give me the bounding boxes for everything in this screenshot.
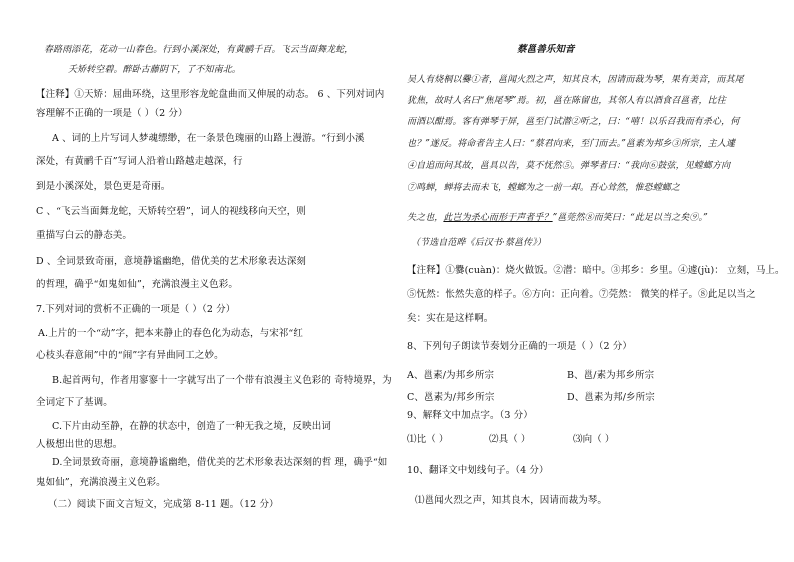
q8-option-c: C、邕素为/邦乡所宗	[407, 392, 495, 403]
passage-line-7-start: 失之也，	[407, 213, 444, 223]
poem-line-1: 春路雨添花，花动一山春色。行到小溪深处，有黄鹂千百。飞云当面舞龙蛇，	[44, 45, 354, 55]
passage-line-7-end: ”邕莞然⑧而笑曰：“此足以当之矣⑨。”	[552, 213, 708, 223]
q7-option-a-line2: 心枝头春意闹”中的“闹”字有异曲同工之妙。	[36, 350, 224, 361]
poem-line-2: 夭矫转空碧。醉卧古藤阴下，了不知南北。	[68, 65, 241, 75]
q7-option-a-line1: A.上片的一个“动”字，把本来静止的春色化为动态，与宋祁“红	[38, 328, 303, 339]
passage-title: 蔡邕善乐知音	[517, 44, 575, 55]
q6-option-c-line2: 重描写白云的静态美。	[36, 230, 133, 241]
passage-line-7	[407, 212, 708, 224]
underlined-sentence: 此岂为杀心而形于声者乎？	[443, 213, 553, 223]
q8-stem: 8、下列句子朗读节奏划分正确的一项是（ ）（2 分）	[407, 341, 632, 352]
q6-option-a-line3: 到是小溪深处，景色更是奇丽。	[36, 181, 171, 192]
passage-line-1: 吴人有烧桐以爨①者，邕闻火烈之声，知其良木，因请而裁为琴，果有美音，而其尾	[407, 75, 744, 85]
section-2-heading: （二）阅读下面文言短文，完成第 8-11 题。（12 分）	[48, 499, 279, 510]
q6-stem-cont: 容理解不正确的一项是（ ）（2 分）	[36, 108, 188, 119]
passage-line-6: ⑦鸣蝉，蝉将去而未飞，螳螂为之一前一却。吾心耸然，惟恐螳螂之	[407, 183, 681, 193]
annotation-line-3: 矣：实在是这样啊。	[407, 313, 494, 324]
q6-option-c-line1: C 、“飞云当面舞龙蛇，天矫转空碧”，词人的视线移向天空，则	[36, 206, 307, 217]
q10-item-1: ⑴邕闻火烈之声，知其良木，因请而裁为琴。	[415, 495, 608, 506]
q10-stem: 10、翻译文中划线句子。（4 分）	[407, 465, 549, 476]
q9-item-2: ⑵具（ ）	[489, 434, 531, 445]
q7-option-b-line1: B.起首两句，作者用寥寥十一字就写出了一个带有浪漫主义色彩的 奇特境界，为	[52, 375, 392, 386]
q7-option-c-line2: 人极想出世的思想。	[36, 439, 123, 450]
q6-option-a-line1: A 、词的上片写词人梦魂缥缈，在一条景色瑰丽的山路上漫游。“行到小溪	[52, 133, 365, 144]
q6-option-d-line2: 的哲理，确乎“如鬼如仙”，充满浪漫主义色彩。	[36, 279, 238, 290]
passage-line-3: 而酒以酣焉。客有弹琴于屏，邕至门试潜②听之，曰：“嘻！以乐召我而有杀心，何	[407, 117, 740, 127]
q8-option-b: B、邕/素为邦乡所宗	[567, 370, 655, 381]
q9-stem: 9、解释文中加点字。（3 分）	[407, 410, 533, 421]
right-column	[397, 0, 794, 562]
q6-option-d-line1: D 、全词景致奇丽，意境静谧幽绝，借优美的艺术形象表达深刻	[36, 256, 307, 267]
q8-option-d: D、邕素为邦/乡所宗	[567, 392, 655, 403]
q7-stem: 7.下列对词的赏析不正确的一项是（ ）（2 分）	[36, 304, 236, 315]
passage-line-2: 犹焦，故时人名曰“焦尾琴”焉。初，邕在陈留也，其邻人有以酒食召邕者，比往	[407, 96, 726, 106]
annotation-line-2: ⑤怃然：怅然失意的样子。⑥方向：正向着。⑦莞然： 微笑的样子。⑧此足以当之	[407, 289, 756, 300]
q6-option-a-line2: 深处，有黄鹂千百”写词人沿着山路越走越深，行	[36, 156, 243, 167]
passage-source: （节选自范晔《后汉书·蔡邕传》）	[411, 238, 546, 248]
q9-item-3: ⑶向（ ）	[573, 434, 615, 445]
passage-line-4: 也？”遂反。将命者告主人曰：“蔡君向来，至门而去。”邕素为邦乡③所宗，主人遽	[407, 139, 736, 149]
q8-option-a: A、邕素/为邦乡所宗	[407, 370, 495, 381]
annotation-line-1: 【注释】①爨(cuàn)：烧火做饭。②潜：暗中。③邦乡：乡里。④遽(jù)： 立刻，马上。	[407, 265, 785, 276]
q9-item-1: ⑴比（ ）	[407, 434, 449, 445]
left-column	[0, 0, 396, 562]
q7-option-b-line2: 全词定下了基调。	[36, 397, 113, 408]
q7-option-d-line1: D.全词景致奇丽，意境静谧幽绝，借优美的艺术形象表达深刻的哲 理，确乎“如	[52, 457, 388, 468]
q7-option-d-line2: 鬼如仙”，充满浪漫主义色彩。	[36, 477, 166, 488]
q7-option-c-line1: C.下片由动至静，在静的状态中，创造了一种无我之境，反映出词	[52, 421, 331, 432]
passage-line-5: ④自追而问其故，邕具以告，莫不怃然⑤。弹琴者曰：“我向⑥鼓弦，见螳螂方向	[407, 161, 731, 171]
poem-note: 【注释】①天矫：屈曲环绕，这里形容龙蛇盘曲而又伸展的动态。 6 、下列对词内	[36, 89, 385, 100]
